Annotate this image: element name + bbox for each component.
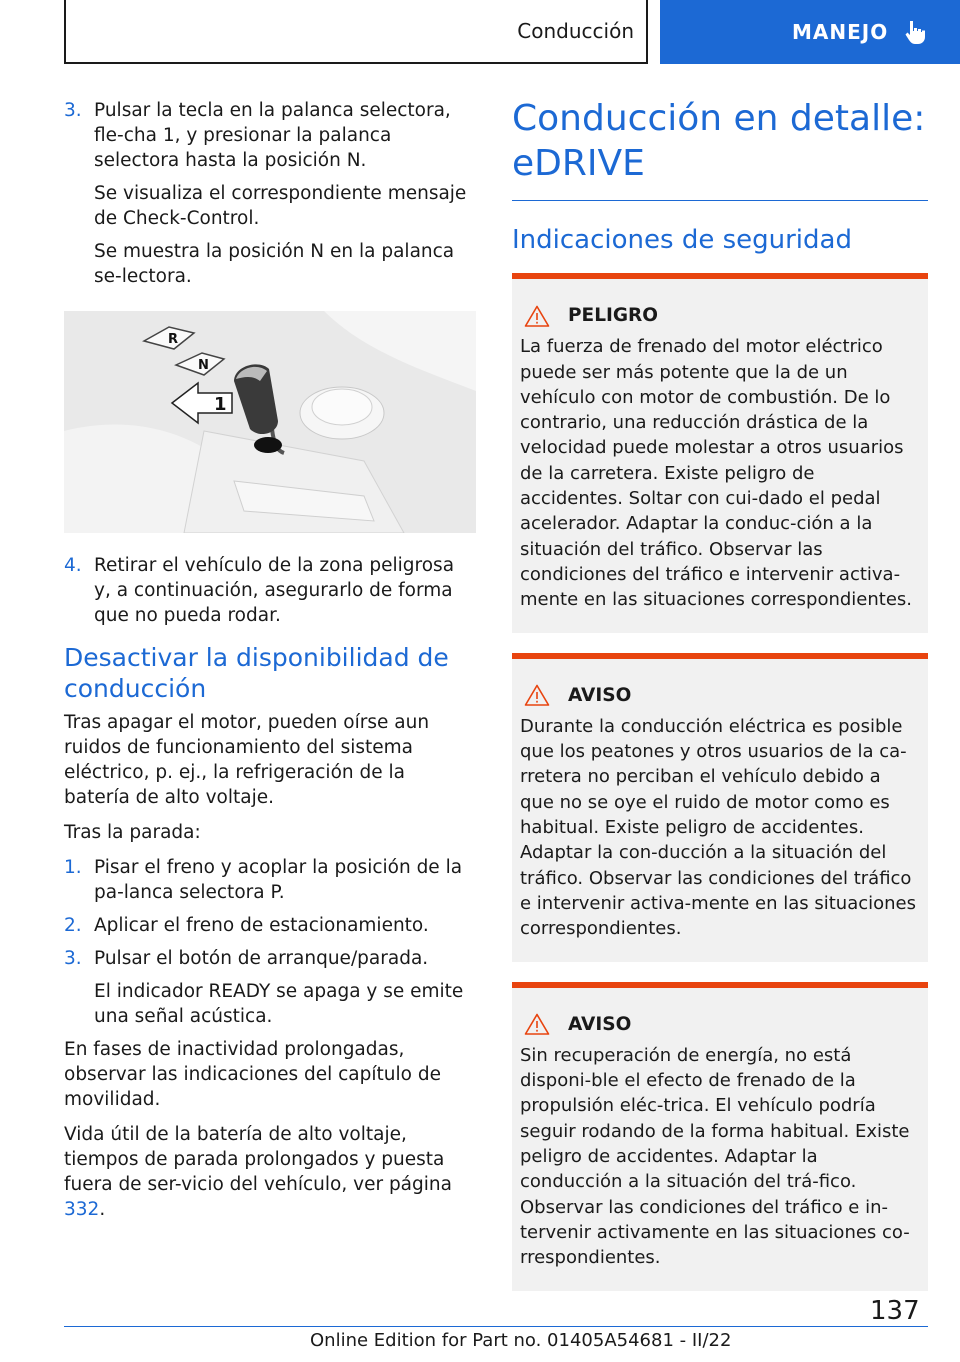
photo-label-arrow-1: 1 (214, 394, 227, 415)
step-text: Pisar el freno y acoplar la posición de la pa-lanca selectora P. (94, 857, 463, 903)
page-title: Conducción en detalle: eDRIVE (512, 98, 926, 184)
warning-triangle-icon (524, 1013, 550, 1035)
step-result: El indicador READY se apaga y se emite una señal acústica. (94, 981, 464, 1027)
gear-selector-photo (64, 311, 476, 533)
header-chapter (660, 0, 960, 64)
photo-label-r: R (168, 332, 179, 347)
warning-text: La fuerza de frenado del motor eléctrico puede ser más potente que la de un vehículo con motor de combustión. De lo contrario, una reducción drástica de la velocidad puede molestar a otros usuarios de la carretera. Existe peligro de accidentes. Soltar con cui-dado el pedal acelerador. Adaptar la conduc-ción a la situación del tráfico. Observar las condiciones del tráfico e intervenir activa-mente en las situaciones correspondientes. (520, 336, 913, 611)
warning-text: Sin recuperación de energía, no está disponi-ble el efecto de frenado de la propulsión eléc-trica. El vehículo podría seguir rodando de la forma habitual. Existe peligro de accidentes. Adaptar la conducción a la situación del trá-fico. Observar las condiciones del tráfico e in-tervenir activamente en las situaciones co-rrespondientes. (520, 1044, 910, 1269)
warning-title: PELIGRO (568, 305, 659, 326)
step-number: 1. (64, 857, 82, 878)
step-result: Se visualiza el correspondiente mensaje de Check-Control. (94, 183, 467, 229)
notice-box (512, 653, 928, 962)
warning-triangle-icon (524, 684, 550, 706)
title-divider (512, 200, 928, 201)
warning-header (520, 683, 920, 708)
step-text: Aplicar el freno de estacionamiento. (94, 915, 429, 936)
warning-text: Durante la conducción eléctrica es posible que los peatones y otros usuarios de la ca-rretera no perciban el vehículo debido a que no se oye el ruido de motor como es habitual. Existe peligro de accidentes. Adaptar la con-ducción a la situación del tráfico. Observar las condiciones del tráfico e intervenir activa-mente en las situaciones correspondientes. (520, 715, 917, 940)
step-number: 4. (64, 555, 82, 576)
header-section (64, 0, 648, 64)
footer-edition: Online Edition for Part no. 01405A54681 - II/22 (310, 1330, 732, 1351)
warning-triangle-icon (524, 305, 550, 327)
list-item (64, 855, 476, 905)
warning-header (520, 303, 920, 328)
paragraph-with-link (64, 1122, 476, 1222)
page-number: 137 (870, 1296, 920, 1326)
warning-title: AVISO (568, 1013, 632, 1035)
paragraph-text: Vida útil de la batería de alto voltaje, tiempos de parada prolongados y puesta fuera de ser-vicio del vehículo, ver página (64, 1124, 452, 1195)
left-column (64, 98, 476, 1232)
chapter-title: MANEJO (792, 20, 889, 44)
step-text: Pulsar la tecla en la palanca selectora, fle-cha 1, y presionar la palanca selectora hasta la posición N. (94, 100, 451, 171)
footer-divider (64, 1326, 928, 1327)
step-text: Pulsar el botón de arranque/parada. (94, 948, 429, 969)
step-text: Retirar el vehículo de la zona peligrosa y, a continuación, asegurarlo de forma que no pueda rodar. (94, 555, 455, 626)
warning-title: AVISO (568, 684, 632, 706)
step-number: 3. (64, 948, 82, 969)
right-column (512, 96, 928, 1311)
notice-box (512, 982, 928, 1291)
gear-selector-illustration (64, 311, 476, 533)
list-item (64, 98, 476, 173)
paragraph: Tras la parada: (64, 822, 201, 843)
list-item (64, 946, 476, 971)
list-item (64, 913, 476, 938)
paragraph: Tras apagar el motor, pueden oírse aun ruidos de funcionamiento del sistema eléctrico, p. ej., la refrigeración de la batería de alto voltaje. (64, 712, 430, 808)
page-reference-link[interactable]: 332 (64, 1199, 100, 1220)
paragraph-end: . (99, 1199, 106, 1220)
warning-header (520, 1012, 920, 1037)
step-result: Se muestra la posición N en la palanca se-lectora. (94, 241, 455, 287)
list-item (64, 553, 476, 628)
paragraph: En fases de inactividad prolongadas, observar las indicaciones del capítulo de movilidad. (64, 1039, 441, 1110)
danger-box (512, 273, 928, 633)
step-number: 3. (64, 100, 82, 121)
step-number: 2. (64, 915, 82, 936)
photo-label-n: N (198, 358, 209, 373)
section-title: Conducción (517, 19, 634, 43)
section-subtitle: Indicaciones de seguridad (512, 225, 852, 255)
hand-pointer-icon (904, 19, 928, 45)
section-heading: Desactivar la disponibilidad de conducción (64, 643, 449, 703)
